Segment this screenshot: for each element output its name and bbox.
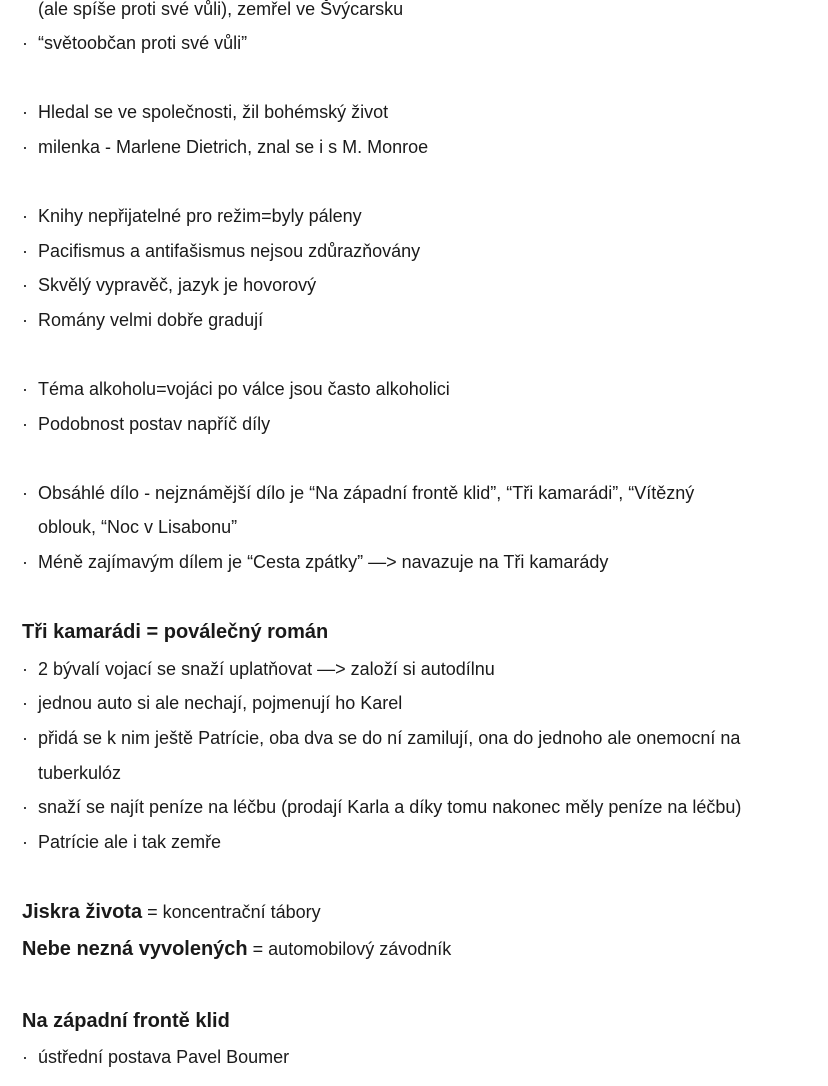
bullet: ·: [22, 310, 28, 330]
bullet: ·: [22, 33, 28, 53]
list-item: Romány velmi dobře gradují: [38, 310, 264, 330]
list-item: Pacifismus a antifašismus nejsou zdůrazňovány: [38, 241, 421, 261]
bullet: ·: [22, 241, 28, 261]
bullet: ·: [22, 728, 28, 748]
term: Nebe nezná vyvolených: [22, 938, 248, 960]
definition-jiskra-zivota: [22, 900, 321, 926]
bullet: ·: [22, 659, 28, 679]
bullet: ·: [22, 275, 28, 295]
section-heading-tri-kamaradi: Tři kamarádi = poválečný román: [22, 621, 329, 643]
list-item-continuation: oblouk, “Noc v Lisabonu”: [38, 517, 238, 537]
bullet: ·: [22, 483, 28, 503]
section-heading-na-zapadni-fronte: Na západní frontě klid: [22, 1010, 230, 1032]
bullet: ·: [22, 1047, 28, 1067]
bullet: ·: [22, 693, 28, 713]
definition: = koncentrační tábory: [142, 902, 321, 922]
list-item: Skvělý vypravěč, jazyk je hovorový: [38, 275, 317, 295]
list-item: snaží se najít peníze na léčbu (prodají Karla a díky tomu nakonec měly peníze na léčbu): [38, 797, 742, 817]
list-item: Knihy nepřijatelné pro režim=byly páleny: [38, 206, 362, 226]
list-item: Hledal se ve společnosti, žil bohémský život: [38, 102, 389, 122]
list-item: milenka - Marlene Dietrich, znal se i s M. Monroe: [38, 137, 429, 157]
text-line: (ale spíše proti své vůli), zemřel ve Švýcarsku: [38, 0, 404, 19]
term: Jiskra života: [22, 901, 143, 923]
list-item: ústřední postava Pavel Boumer: [38, 1047, 290, 1067]
list-item-continuation: tuberkulóz: [38, 763, 122, 783]
bullet: ·: [22, 206, 28, 226]
list-item: Podobnost postav napříč díly: [38, 414, 271, 434]
bullet: ·: [22, 832, 28, 852]
bullet: ·: [22, 552, 28, 572]
definition-nebe-nezna-vyvolenych: [22, 937, 451, 963]
list-item: Méně zajímavým dílem je “Cesta zpátky” —> navazuje na Tři kamarády: [38, 552, 609, 572]
bullet: ·: [22, 137, 28, 157]
bullet: ·: [22, 102, 28, 122]
list-item: přidá se k nim ještě Patrície, oba dva se do ní zamilují, ona do jednoho ale onemocní na: [38, 728, 741, 748]
bullet: ·: [22, 379, 28, 399]
list-item: 2 bývalí vojací se snaží uplatňovat —> založí si autodílnu: [38, 659, 495, 679]
bullet: ·: [22, 797, 28, 817]
definition: = automobilový závodník: [247, 939, 452, 959]
list-item: Téma alkoholu=vojáci po válce jsou často alkoholici: [38, 379, 450, 399]
list-item: Patrície ale i tak zemře: [38, 832, 222, 852]
list-item: Obsáhlé dílo - nejznámější dílo je “Na západní frontě klid”, “Tři kamarádi”, “Vítězný: [38, 483, 695, 503]
list-item: jednou auto si ale nechají, pojmenují ho Karel: [38, 693, 403, 713]
bullet: ·: [22, 414, 28, 434]
list-item: “světoobčan proti své vůli”: [38, 33, 248, 53]
